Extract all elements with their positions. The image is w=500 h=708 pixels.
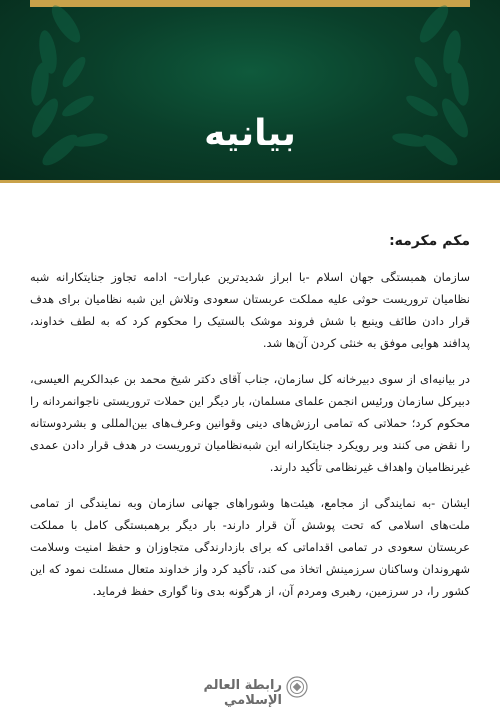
footer: [0, 676, 500, 708]
dateline: مکم مکرمه:: [389, 233, 470, 249]
header-banner: [0, 0, 500, 180]
page-title: بیانیه: [204, 113, 296, 154]
paragraph-2: در بیانیه‌ای از سوی دبیرخانه کل سازمان، جناب آقای دکتر شیخ محمد بن عبدالکریم العیسی، دبیرکل سازمان ورئیس انجمن علمای مسلمان، بار دیگر این حملات تروریستی ناجوانمردانه را محکوم کرد؛ حملاتی که تمامی ارزش‌های دینی وقوانین وعرف‌های بین‌المللی و بشردوستانه را نقض می کنند وبر رویکرد جنایتکارانه این شبه‌نظامیان تروریست در هدف قرار دادن عمدی غیرنظامیان واهداف غیرنظامی تأکید دارند.: [30, 372, 470, 474]
paragraph-3: ایشان -به نمایندگی از مجامع، هیئت‌ها وشوراهای جهانی سازمان وبه نمایندگی از تمامی ملت‌های اسلامی که تحت پوشش آن قرار دارند- بار دیگر برهمبستگی کامل با مملکت عربستان سعودی در تمامی اقداماتی که برای بازدارندگی متجاوزان و حفظ امنیت وسلامت شهروندان وساکنان سرزمینش اتخاذ می کند، تأکید کرد واز خداوند متعال مسئلت نمود که این کشور را، در سرزمین، رهبری ومردم آن، از هرگونه بدی ونا گواری حفظ فرماید.: [30, 496, 470, 598]
paragraph-1: سازمان همبستگی جهان اسلام -با ابراز شدیدترین عبارات- ادامه تجاوز جنایتکارانه شبه نظامیان تروریست حوثی علیه مملکت عربستان سعودی وتلاش این شبه نظامیان برای هدف قرار دادن طائف وینبع با شش فروند موشک بالستیک را محکوم کرد که به لطف خداوند، پدافند هوایی موفق به خنثی کردن آن‌ها شد.: [30, 270, 470, 350]
header-divider: [0, 180, 500, 183]
organization-name: رابطة العالم الإسلامي: [203, 678, 282, 708]
emblem-icon: [286, 676, 308, 698]
statement-body: [30, 226, 470, 616]
